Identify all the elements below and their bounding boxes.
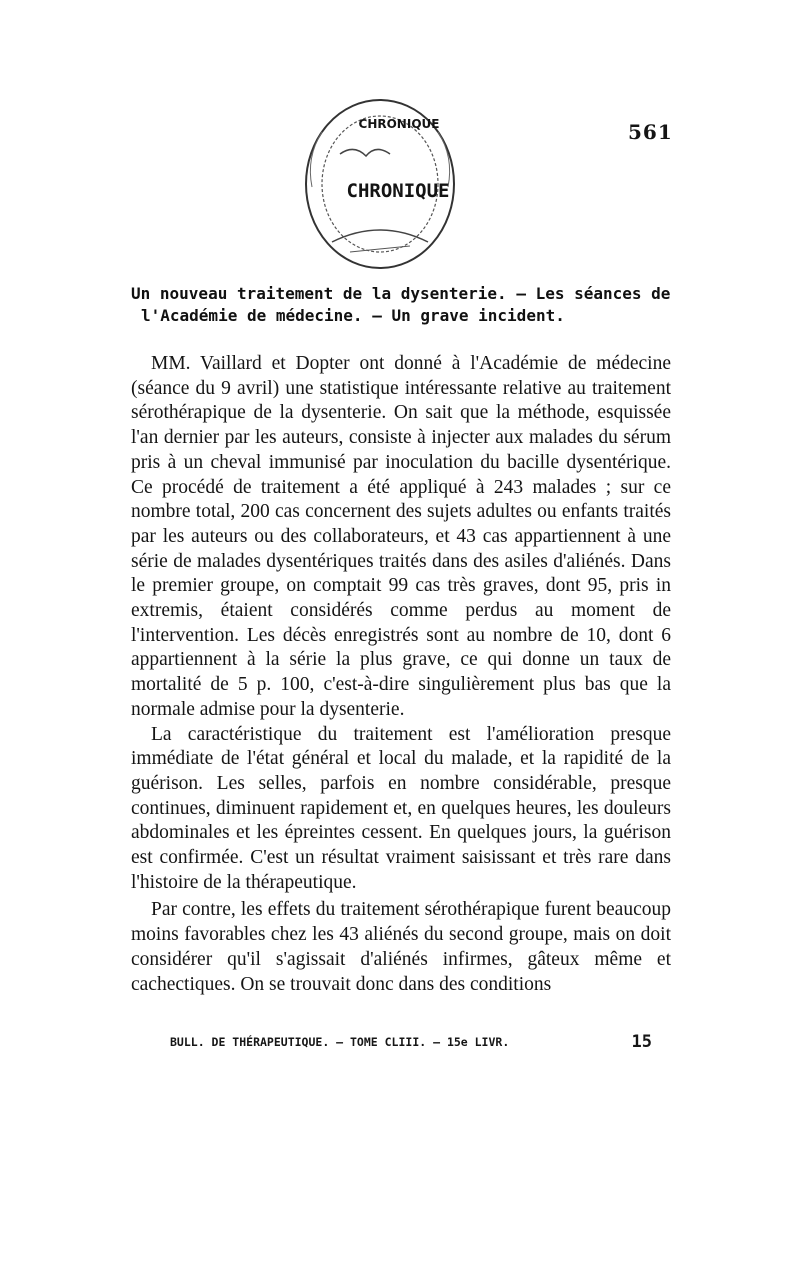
stamp-title-text: CHRONIQUE bbox=[346, 180, 450, 202]
article-headline bbox=[131, 283, 671, 327]
paragraph-1: MM. Vaillard et Dopter ont donné à l'Académie de médecine (séance du 9 avril) une statistique intéressante relative au traitement sérothérapique de la dysenterie. On sait que la méthode, esquissée l'an dernier par les auteurs, consiste à injecter aux malades du sérum pris à un cheval immunisé par inoculation du bacille dysentérique. Ce procédé de traitement a été appliqué à 243 malades ; sur ce nombre total, 200 cas concernent des sujets adultes ou enfants traités par les auteurs ou des collaborateurs, et 43 cas appartiennent à une série de malades dysentériques traités dans des asiles d'aliénés. Dans le premier groupe, on comptait 99 cas très graves, dont 95, pris in extremis, étaient considérés comme perdus au moment de l'intervention. Les décès enregistrés sont au nombre de 10, dont 6 appartiennent à la série la plus grave, ce qui donne un taux de mortalité de 5 p. 100, c'est-à-dire singulièrement plus bas que la normale admise pour la dysenterie. bbox=[131, 353, 671, 720]
paragraph-3: Par contre, les effets du traitement sérothérapique furent beaucoup moins favorables chez les 43 aliénés du second groupe, mais on doit considérer qu'il s'agissait d'aliénés infirmes, gâteux même et cachectiques. On se trouvait donc dans des conditions bbox=[131, 899, 671, 995]
paragraph-2: La caractéristique du traitement est l'amélioration presque immédiate de l'état général et local du malade, et la rapidité de la guérison. Les selles, parfois en nombre considérable, presque continues, diminuent rapidement et, en quelques heures, les douleurs abdominales et les épreintes cessent. En quelques jours, la guérison est confirmée. C'est un résultat vraiment saisissant et très rare dans l'histoire de la thérapeutique. bbox=[131, 723, 671, 893]
footer-journal-line: BULL. DE THÉRAPEUTIQUE. — TOME CLIII. — 15e LIVR. bbox=[170, 1035, 510, 1049]
headline-line-2: l'Académie de médecine. — Un grave incident. bbox=[141, 306, 565, 325]
stamp-header-text: CHRONIQUE bbox=[358, 117, 440, 131]
page-number: 561 bbox=[628, 120, 673, 144]
headline-line-1: Un nouveau traitement de la dysenterie. — Les séances de bbox=[131, 284, 671, 303]
footer-signature-number: 15 bbox=[631, 1032, 652, 1052]
article-body bbox=[131, 352, 671, 997]
